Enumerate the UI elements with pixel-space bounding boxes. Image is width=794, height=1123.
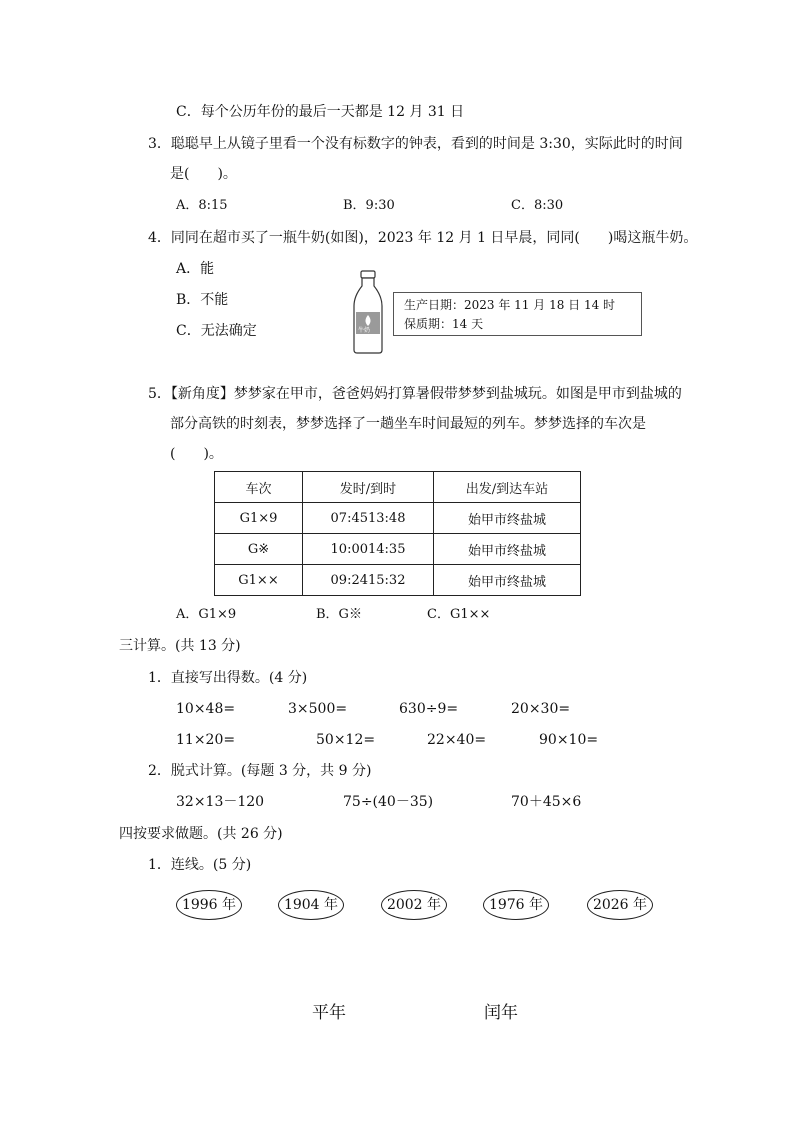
header-train: 车次 [215, 472, 303, 503]
sec3-sub2: 2．脱式计算。(每题 3 分，共 9 分) [148, 763, 372, 779]
calc-item: 90×10= [539, 732, 599, 748]
q3-stem-line2: 是( )。 [170, 166, 237, 182]
calc-item: 70＋45×6 [511, 794, 582, 810]
train-number: G1×× [215, 565, 303, 596]
train-station: 始甲市终盐城 [434, 565, 581, 596]
q4-option-a: A．能 [176, 261, 215, 277]
calc-item: 11×20= [176, 732, 236, 748]
train-number: G1×9 [215, 503, 303, 534]
train-station: 始甲市终盐城 [434, 534, 581, 565]
q3-option-b: B．9:30 [343, 198, 395, 213]
train-number: G※ [215, 534, 303, 565]
calc-item: 22×40= [427, 732, 487, 748]
q3-option-c: C．8:30 [511, 198, 564, 213]
common-year-label[interactable]: 平年 [312, 1003, 346, 1023]
q5-option-b: B．G※ [316, 607, 362, 622]
calc-item: 630÷9= [399, 701, 459, 717]
q2-option-c: C．每个公历年份的最后一天都是 12 月 31 日 [176, 104, 465, 120]
q4-stem: 4．同同在超市买了一瓶牛奶(如图)，2023 年 12 月 1 日早晨，同同( )喝这瓶牛奶。 [148, 230, 698, 246]
train-time: 07:4513:48 [303, 503, 434, 534]
q5-stem-line2: 部分高铁的时刻表，梦梦选择了一趟坐车时间最短的列车。梦梦选择的车次是 [170, 416, 646, 432]
shelf-life: 保质期：14 天 [404, 317, 484, 331]
header-time: 发时/到时 [303, 472, 434, 503]
sec4-sub1: 1．连线。(5 分) [148, 857, 252, 873]
table-row [215, 565, 581, 596]
q3-stem-line1: 3．聪聪早上从镜子里看一个没有标数字的钟表，看到的时间是 3:30，实际此时的时间 [148, 136, 683, 152]
production-date: 生产日期：2023 年 11 月 18 日 14 时 [404, 298, 616, 312]
q5-stem-line3: ( )。 [170, 446, 223, 462]
milk-bottle-icon [352, 270, 384, 354]
milk-info-box [393, 292, 642, 336]
year-oval[interactable]: 2026 年 [587, 890, 653, 920]
year-oval[interactable]: 1976 年 [483, 890, 549, 920]
year-oval[interactable]: 1904 年 [278, 890, 344, 920]
section4-title: 四按要求做题。(共 26 分) [119, 826, 283, 842]
leap-year-label[interactable]: 闰年 [484, 1003, 518, 1023]
calc-item: 10×48= [176, 701, 236, 717]
train-time: 10:0014:35 [303, 534, 434, 565]
table-row [215, 503, 581, 534]
q5-option-c: C．G1×× [427, 607, 491, 622]
bottle-label: 牛奶 [358, 327, 371, 334]
table-row [215, 534, 581, 565]
train-time: 09:2415:32 [303, 565, 434, 596]
year-oval[interactable]: 1996 年 [176, 890, 242, 920]
calc-item: 20×30= [511, 701, 571, 717]
q4-option-b: B．不能 [176, 292, 229, 308]
train-timetable [214, 471, 581, 596]
train-station: 始甲市终盐城 [434, 503, 581, 534]
year-oval[interactable]: 2002 年 [381, 890, 447, 920]
section3-title: 三计算。(共 13 分) [119, 638, 241, 654]
table-header-row [215, 472, 581, 503]
calc-item: 32×13－120 [176, 794, 265, 810]
q5-option-a: A．G1×9 [176, 607, 237, 622]
calc-item: 3×500= [288, 701, 348, 717]
q5-stem-line1: 5．【新角度】梦梦家在甲市，爸爸妈妈打算暑假带梦梦到盐城玩。如图是甲市到盐城的 [148, 386, 682, 402]
q3-option-a: A．8:15 [176, 198, 228, 213]
q4-option-c: C．无法确定 [176, 323, 257, 339]
calc-item: 75÷(40－35) [343, 794, 434, 810]
sec3-sub1: 1．直接写出得数。(4 分) [148, 670, 308, 686]
header-station: 出发/到达车站 [434, 472, 581, 503]
calc-item: 50×12= [316, 732, 376, 748]
